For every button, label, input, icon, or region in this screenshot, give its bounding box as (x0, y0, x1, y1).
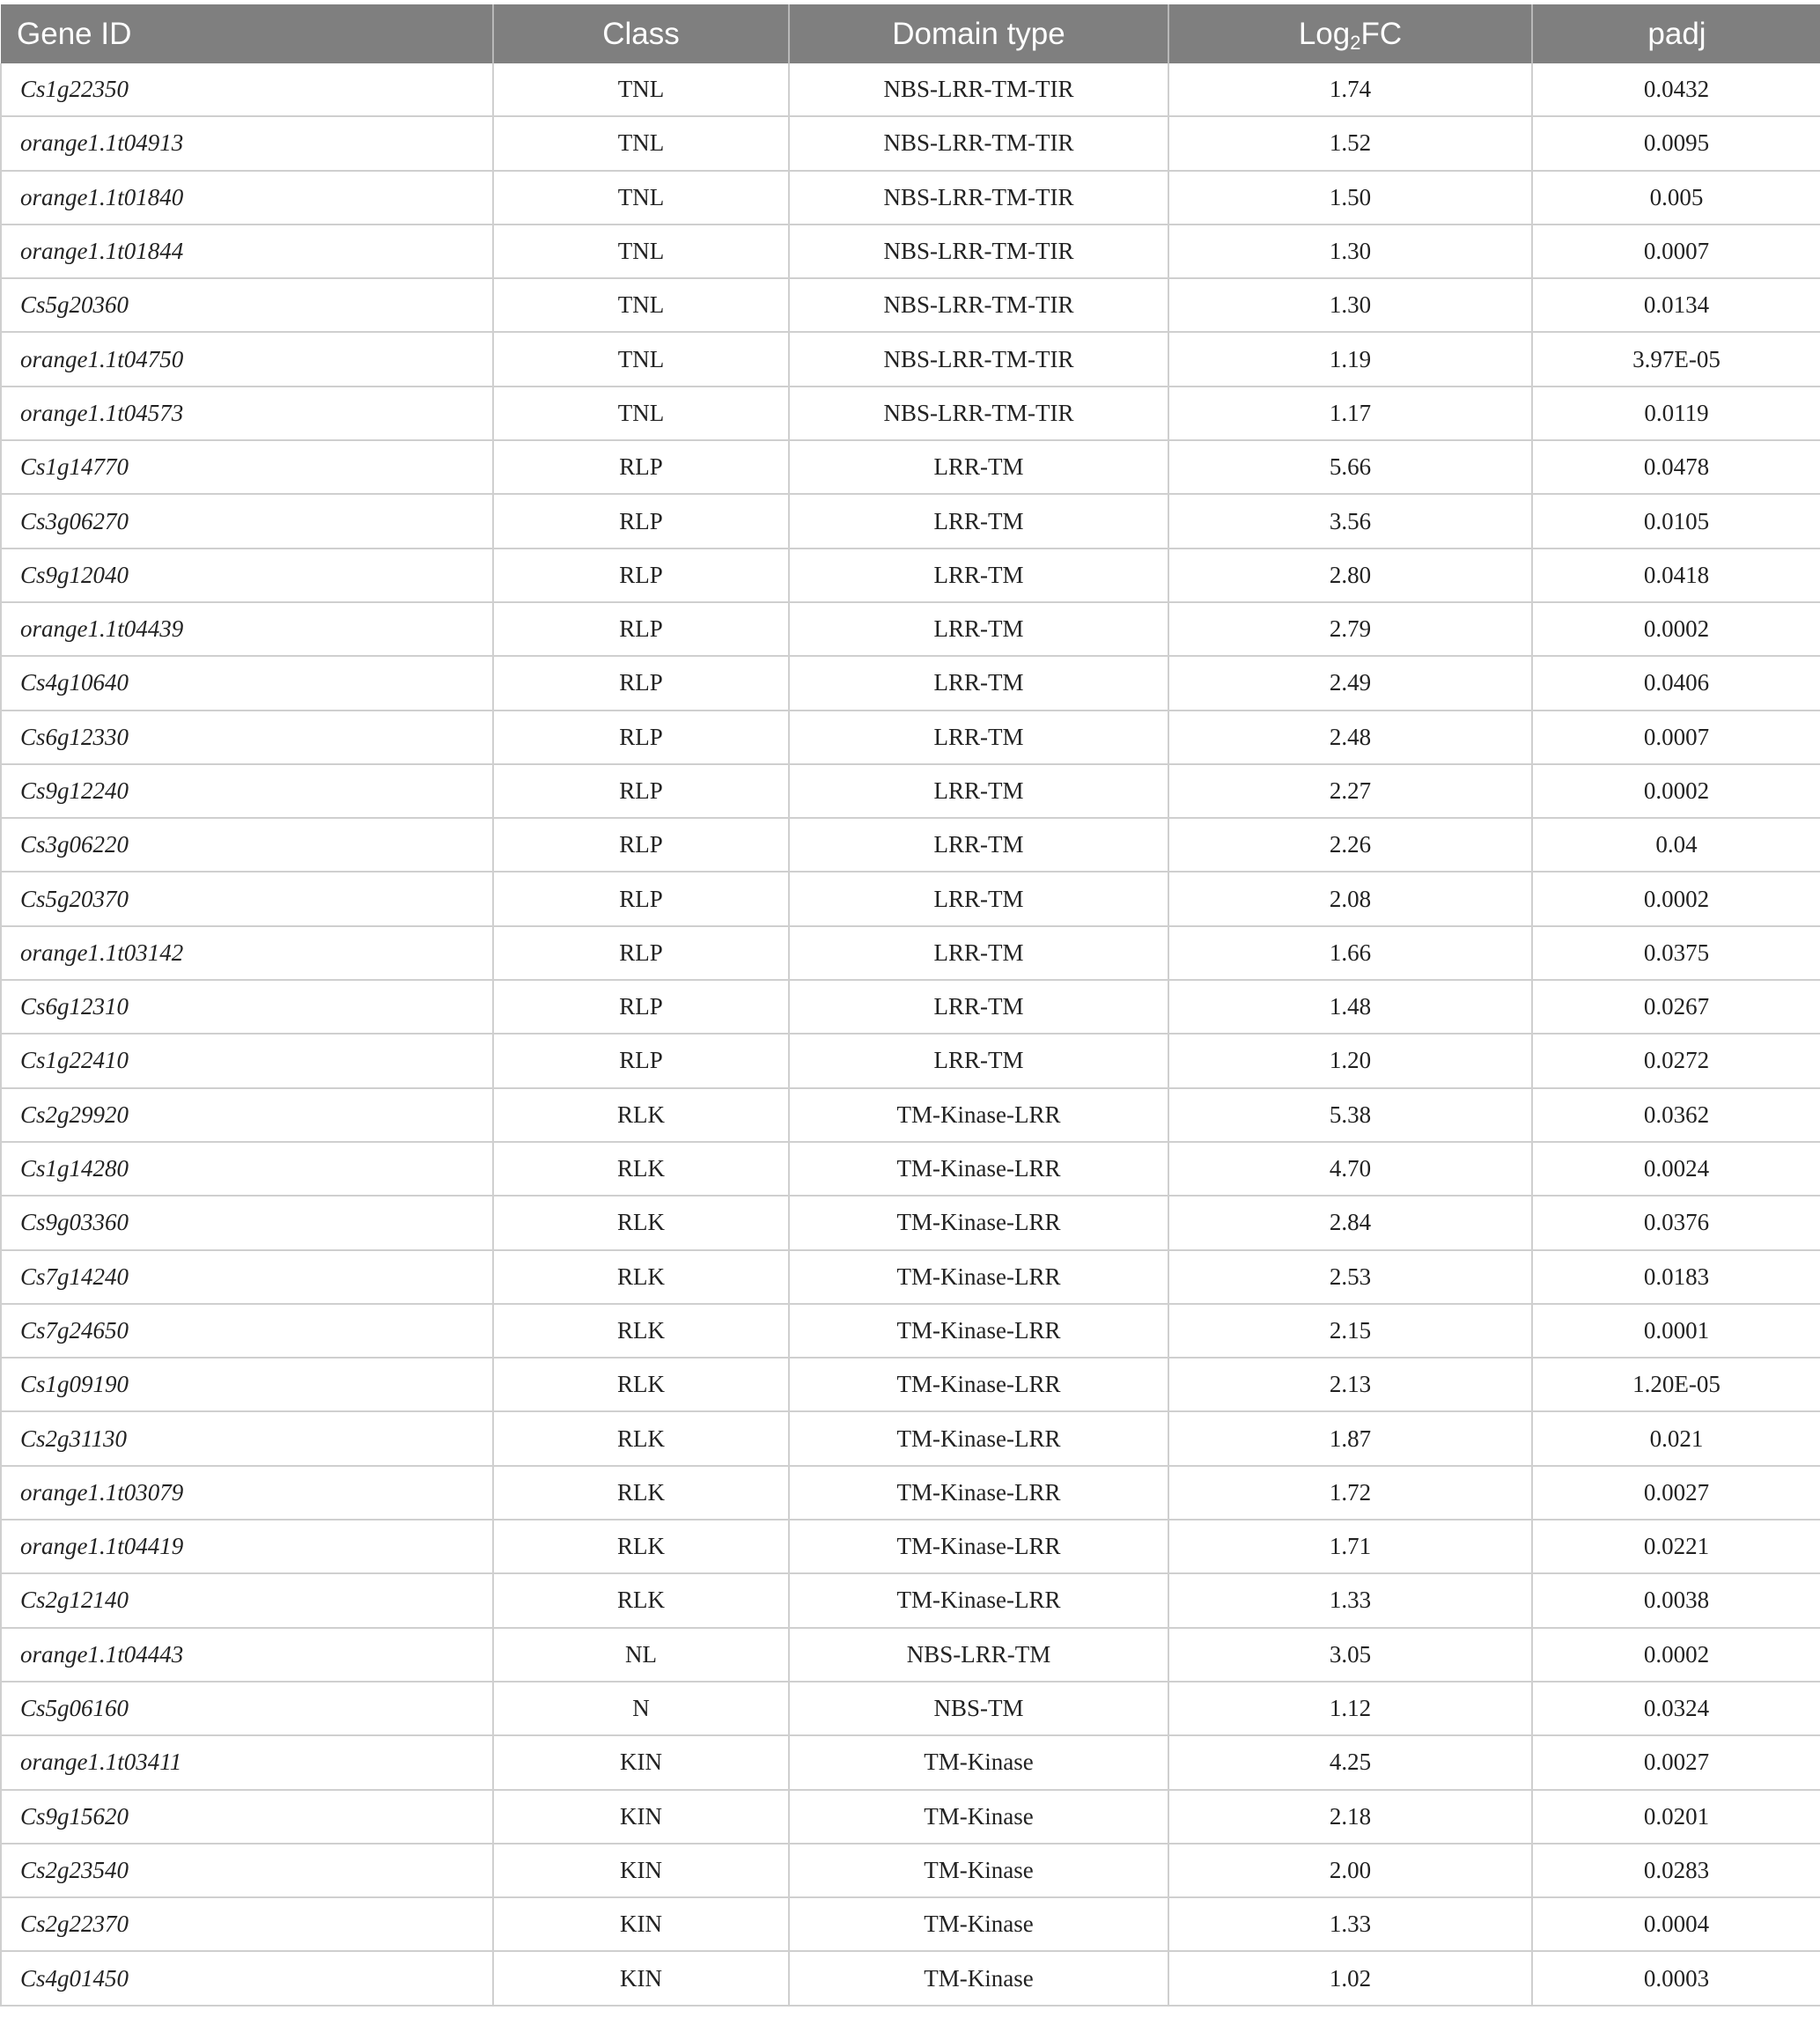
gene-id-cell: Cs5g20360 (1, 278, 493, 332)
class-cell: RLK (493, 1411, 789, 1465)
table-row (1, 171, 1820, 225)
log2fc-cell: 1.30 (1168, 278, 1532, 332)
class-cell: TNL (493, 171, 789, 225)
padj-cell: 0.04 (1532, 818, 1820, 872)
padj-cell: 0.021 (1532, 1411, 1820, 1465)
padj-cell: 0.0002 (1532, 764, 1820, 818)
domain-type-cell: LRR-TM (789, 549, 1168, 602)
domain-type-cell: LRR-TM (789, 656, 1168, 710)
table-row (1, 440, 1820, 494)
class-cell: N (493, 1682, 789, 1735)
gene-id-cell: orange1.1t04750 (1, 332, 493, 386)
table-row (1, 225, 1820, 278)
log2fc-cell: 1.87 (1168, 1411, 1532, 1465)
domain-type-cell: LRR-TM (789, 764, 1168, 818)
table-row (1, 387, 1820, 440)
padj-cell: 0.0095 (1532, 116, 1820, 170)
table-body (1, 63, 1820, 2006)
log2fc-cell: 4.25 (1168, 1735, 1532, 1789)
padj-cell: 0.0024 (1532, 1142, 1820, 1196)
class-cell: RLP (493, 980, 789, 1034)
domain-type-cell: TM-Kinase (789, 1844, 1168, 1897)
log2fc-cell: 2.13 (1168, 1358, 1532, 1411)
padj-cell: 0.0003 (1532, 1951, 1820, 2005)
class-cell: RLK (493, 1520, 789, 1573)
domain-type-cell: NBS-LRR-TM-TIR (789, 332, 1168, 386)
log2fc-cell: 2.49 (1168, 656, 1532, 710)
padj-cell: 0.0478 (1532, 440, 1820, 494)
log2fc-cell: 3.56 (1168, 494, 1532, 548)
domain-type-cell: TM-Kinase-LRR (789, 1411, 1168, 1465)
class-cell: RLP (493, 872, 789, 925)
table-row (1, 1304, 1820, 1358)
gene-id-cell: orange1.1t03411 (1, 1735, 493, 1789)
padj-cell: 0.0007 (1532, 225, 1820, 278)
padj-cell: 0.0119 (1532, 387, 1820, 440)
padj-cell: 0.0272 (1532, 1034, 1820, 1087)
padj-cell: 0.0406 (1532, 656, 1820, 710)
gene-id-cell: Cs9g12040 (1, 549, 493, 602)
gene-id-cell: Cs2g29920 (1, 1088, 493, 1142)
class-cell: TNL (493, 225, 789, 278)
class-cell: KIN (493, 1844, 789, 1897)
log2fc-cell: 1.33 (1168, 1897, 1532, 1951)
log2fc-cell: 1.74 (1168, 63, 1532, 116)
log2fc-cell: 1.02 (1168, 1951, 1532, 2005)
domain-type-cell: TM-Kinase-LRR (789, 1196, 1168, 1249)
gene-id-cell: Cs1g22350 (1, 63, 493, 116)
table-row (1, 602, 1820, 656)
table-row (1, 1897, 1820, 1951)
domain-type-cell: TM-Kinase (789, 1897, 1168, 1951)
log2fc-cell: 2.08 (1168, 872, 1532, 925)
log2fc-cell: 2.15 (1168, 1304, 1532, 1358)
domain-type-cell: LRR-TM (789, 926, 1168, 980)
log2fc-cell: 1.17 (1168, 387, 1532, 440)
padj-cell: 0.0027 (1532, 1466, 1820, 1520)
domain-type-cell: LRR-TM (789, 980, 1168, 1034)
padj-cell: 0.0002 (1532, 602, 1820, 656)
log2fc-cell: 2.26 (1168, 818, 1532, 872)
padj-cell: 0.0002 (1532, 1628, 1820, 1682)
table-row (1, 1466, 1820, 1520)
gene-id-cell: Cs7g24650 (1, 1304, 493, 1358)
padj-cell: 0.0221 (1532, 1520, 1820, 1573)
gene-id-cell: orange1.1t04913 (1, 116, 493, 170)
gene-id-cell: Cs9g15620 (1, 1790, 493, 1844)
gene-id-cell: orange1.1t03142 (1, 926, 493, 980)
class-cell: RLK (493, 1304, 789, 1358)
domain-type-cell: TM-Kinase (789, 1951, 1168, 2005)
domain-type-cell: LRR-TM (789, 440, 1168, 494)
header-log2fc-suffix: FC (1360, 16, 1403, 51)
domain-type-cell: TM-Kinase-LRR (789, 1520, 1168, 1573)
table-row (1, 1411, 1820, 1465)
log2fc-cell: 2.18 (1168, 1790, 1532, 1844)
domain-type-cell: NBS-LRR-TM-TIR (789, 225, 1168, 278)
padj-cell: 0.0362 (1532, 1088, 1820, 1142)
gene-id-cell: orange1.1t04419 (1, 1520, 493, 1573)
padj-cell: 0.0027 (1532, 1735, 1820, 1789)
table-row (1, 1682, 1820, 1735)
domain-type-cell: TM-Kinase-LRR (789, 1304, 1168, 1358)
gene-id-cell: Cs2g12140 (1, 1573, 493, 1627)
table-row (1, 278, 1820, 332)
gene-id-cell: Cs3g06220 (1, 818, 493, 872)
log2fc-cell: 5.38 (1168, 1088, 1532, 1142)
table-row (1, 1196, 1820, 1249)
class-cell: KIN (493, 1897, 789, 1951)
class-cell: TNL (493, 278, 789, 332)
class-cell: RLP (493, 602, 789, 656)
padj-cell: 0.0134 (1532, 278, 1820, 332)
table-row (1, 1790, 1820, 1844)
log2fc-cell: 1.52 (1168, 116, 1532, 170)
class-cell: KIN (493, 1790, 789, 1844)
domain-type-cell: NBS-LRR-TM-TIR (789, 63, 1168, 116)
gene-id-cell: orange1.1t01840 (1, 171, 493, 225)
table-row (1, 818, 1820, 872)
gene-id-cell: Cs9g12240 (1, 764, 493, 818)
table-row (1, 1951, 1820, 2005)
domain-type-cell: LRR-TM (789, 494, 1168, 548)
class-cell: NL (493, 1628, 789, 1682)
table-row (1, 980, 1820, 1034)
table-row (1, 1088, 1820, 1142)
gene-id-cell: Cs2g31130 (1, 1411, 493, 1465)
table-row (1, 926, 1820, 980)
domain-type-cell: NBS-LRR-TM-TIR (789, 387, 1168, 440)
log2fc-cell: 1.48 (1168, 980, 1532, 1034)
domain-type-cell: LRR-TM (789, 872, 1168, 925)
domain-type-cell: NBS-LRR-TM-TIR (789, 116, 1168, 170)
class-cell: RLP (493, 656, 789, 710)
table-row (1, 711, 1820, 764)
class-cell: RLP (493, 764, 789, 818)
class-cell: RLP (493, 818, 789, 872)
class-cell: RLP (493, 549, 789, 602)
gene-id-cell: Cs6g12330 (1, 711, 493, 764)
padj-cell: 0.0004 (1532, 1897, 1820, 1951)
domain-type-cell: TM-Kinase-LRR (789, 1250, 1168, 1304)
log2fc-cell: 1.71 (1168, 1520, 1532, 1573)
table-row (1, 494, 1820, 548)
table-row (1, 1034, 1820, 1087)
class-cell: RLK (493, 1466, 789, 1520)
class-cell: RLP (493, 440, 789, 494)
table-row (1, 1573, 1820, 1627)
gene-id-cell: Cs1g14770 (1, 440, 493, 494)
gene-id-cell: Cs6g12310 (1, 980, 493, 1034)
padj-cell: 0.0201 (1532, 1790, 1820, 1844)
class-cell: RLK (493, 1142, 789, 1196)
gene-id-cell: Cs4g10640 (1, 656, 493, 710)
gene-id-cell: Cs3g06270 (1, 494, 493, 548)
table-row (1, 116, 1820, 170)
class-cell: RLK (493, 1573, 789, 1627)
padj-cell: 0.0002 (1532, 872, 1820, 925)
log2fc-cell: 1.20 (1168, 1034, 1532, 1087)
padj-cell: 3.97E-05 (1532, 332, 1820, 386)
table-row (1, 1628, 1820, 1682)
domain-type-cell: NBS-LRR-TM-TIR (789, 278, 1168, 332)
domain-type-cell: TM-Kinase-LRR (789, 1142, 1168, 1196)
domain-type-cell: TM-Kinase-LRR (789, 1088, 1168, 1142)
log2fc-cell: 1.72 (1168, 1466, 1532, 1520)
class-cell: RLP (493, 711, 789, 764)
log2fc-cell: 3.05 (1168, 1628, 1532, 1682)
log2fc-cell: 1.12 (1168, 1682, 1532, 1735)
class-cell: TNL (493, 387, 789, 440)
table-row (1, 1250, 1820, 1304)
domain-type-cell: NBS-TM (789, 1682, 1168, 1735)
gene-id-cell: Cs7g14240 (1, 1250, 493, 1304)
header-row (1, 4, 1820, 63)
log2fc-cell: 2.27 (1168, 764, 1532, 818)
gene-id-cell: orange1.1t01844 (1, 225, 493, 278)
gene-id-cell: orange1.1t04573 (1, 387, 493, 440)
table-row (1, 1520, 1820, 1573)
domain-type-cell: TM-Kinase (789, 1790, 1168, 1844)
header-padj: padj (1532, 4, 1820, 63)
domain-type-cell: TM-Kinase-LRR (789, 1573, 1168, 1627)
gene-id-cell: Cs5g20370 (1, 872, 493, 925)
padj-cell: 0.0038 (1532, 1573, 1820, 1627)
gene-expression-table (0, 4, 1820, 2007)
padj-cell: 0.0001 (1532, 1304, 1820, 1358)
domain-type-cell: LRR-TM (789, 1034, 1168, 1087)
gene-id-cell: Cs5g06160 (1, 1682, 493, 1735)
domain-type-cell: NBS-LRR-TM-TIR (789, 171, 1168, 225)
domain-type-cell: LRR-TM (789, 818, 1168, 872)
domain-type-cell: LRR-TM (789, 602, 1168, 656)
class-cell: RLK (493, 1196, 789, 1249)
log2fc-cell: 1.19 (1168, 332, 1532, 386)
log2fc-cell: 2.84 (1168, 1196, 1532, 1249)
class-cell: TNL (493, 116, 789, 170)
gene-id-cell: Cs2g22370 (1, 1897, 493, 1951)
padj-cell: 0.0183 (1532, 1250, 1820, 1304)
log2fc-cell: 2.00 (1168, 1844, 1532, 1897)
class-cell: TNL (493, 332, 789, 386)
log2fc-cell: 2.53 (1168, 1250, 1532, 1304)
data-table-container (0, 4, 1820, 2007)
padj-cell: 0.0324 (1532, 1682, 1820, 1735)
table-row (1, 1844, 1820, 1897)
class-cell: RLK (493, 1250, 789, 1304)
gene-id-cell: Cs9g03360 (1, 1196, 493, 1249)
domain-type-cell: TM-Kinase-LRR (789, 1466, 1168, 1520)
domain-type-cell: NBS-LRR-TM (789, 1628, 1168, 1682)
domain-type-cell: TM-Kinase (789, 1735, 1168, 1789)
class-cell: KIN (493, 1735, 789, 1789)
padj-cell: 0.0376 (1532, 1196, 1820, 1249)
gene-id-cell: orange1.1t03079 (1, 1466, 493, 1520)
table-row (1, 1358, 1820, 1411)
gene-id-cell: Cs2g23540 (1, 1844, 493, 1897)
domain-type-cell: TM-Kinase-LRR (789, 1358, 1168, 1411)
log2fc-cell: 1.30 (1168, 225, 1532, 278)
table-row (1, 764, 1820, 818)
padj-cell: 0.0267 (1532, 980, 1820, 1034)
table-header (1, 4, 1820, 63)
header-log2fc-base: Log (1298, 16, 1351, 51)
gene-id-cell: Cs1g09190 (1, 1358, 493, 1411)
domain-type-cell: LRR-TM (789, 711, 1168, 764)
padj-cell: 0.0375 (1532, 926, 1820, 980)
class-cell: RLP (493, 1034, 789, 1087)
log2fc-cell: 1.50 (1168, 171, 1532, 225)
header-log2fc-subscript: 2 (1350, 31, 1361, 54)
header-class: Class (493, 4, 789, 63)
log2fc-cell: 2.80 (1168, 549, 1532, 602)
table-row (1, 549, 1820, 602)
padj-cell: 0.0418 (1532, 549, 1820, 602)
gene-id-cell: orange1.1t04439 (1, 602, 493, 656)
gene-id-cell: orange1.1t04443 (1, 1628, 493, 1682)
table-row (1, 1735, 1820, 1789)
gene-id-cell: Cs1g22410 (1, 1034, 493, 1087)
gene-id-cell: Cs1g14280 (1, 1142, 493, 1196)
class-cell: RLK (493, 1358, 789, 1411)
table-row (1, 63, 1820, 116)
log2fc-cell: 2.79 (1168, 602, 1532, 656)
log2fc-cell: 4.70 (1168, 1142, 1532, 1196)
padj-cell: 0.005 (1532, 171, 1820, 225)
padj-cell: 0.0105 (1532, 494, 1820, 548)
log2fc-cell: 5.66 (1168, 440, 1532, 494)
table-row (1, 1142, 1820, 1196)
padj-cell: 0.0432 (1532, 63, 1820, 116)
table-row (1, 332, 1820, 386)
class-cell: TNL (493, 63, 789, 116)
header-gene-id: Gene ID (1, 4, 493, 63)
class-cell: RLK (493, 1088, 789, 1142)
class-cell: KIN (493, 1951, 789, 2005)
header-log2fc (1168, 4, 1532, 63)
table-row (1, 656, 1820, 710)
log2fc-cell: 2.48 (1168, 711, 1532, 764)
header-domain-type: Domain type (789, 4, 1168, 63)
padj-cell: 0.0283 (1532, 1844, 1820, 1897)
class-cell: RLP (493, 494, 789, 548)
table-row (1, 872, 1820, 925)
gene-id-cell: Cs4g01450 (1, 1951, 493, 2005)
padj-cell: 0.0007 (1532, 711, 1820, 764)
log2fc-cell: 1.33 (1168, 1573, 1532, 1627)
class-cell: RLP (493, 926, 789, 980)
padj-cell: 1.20E-05 (1532, 1358, 1820, 1411)
log2fc-cell: 1.66 (1168, 926, 1532, 980)
